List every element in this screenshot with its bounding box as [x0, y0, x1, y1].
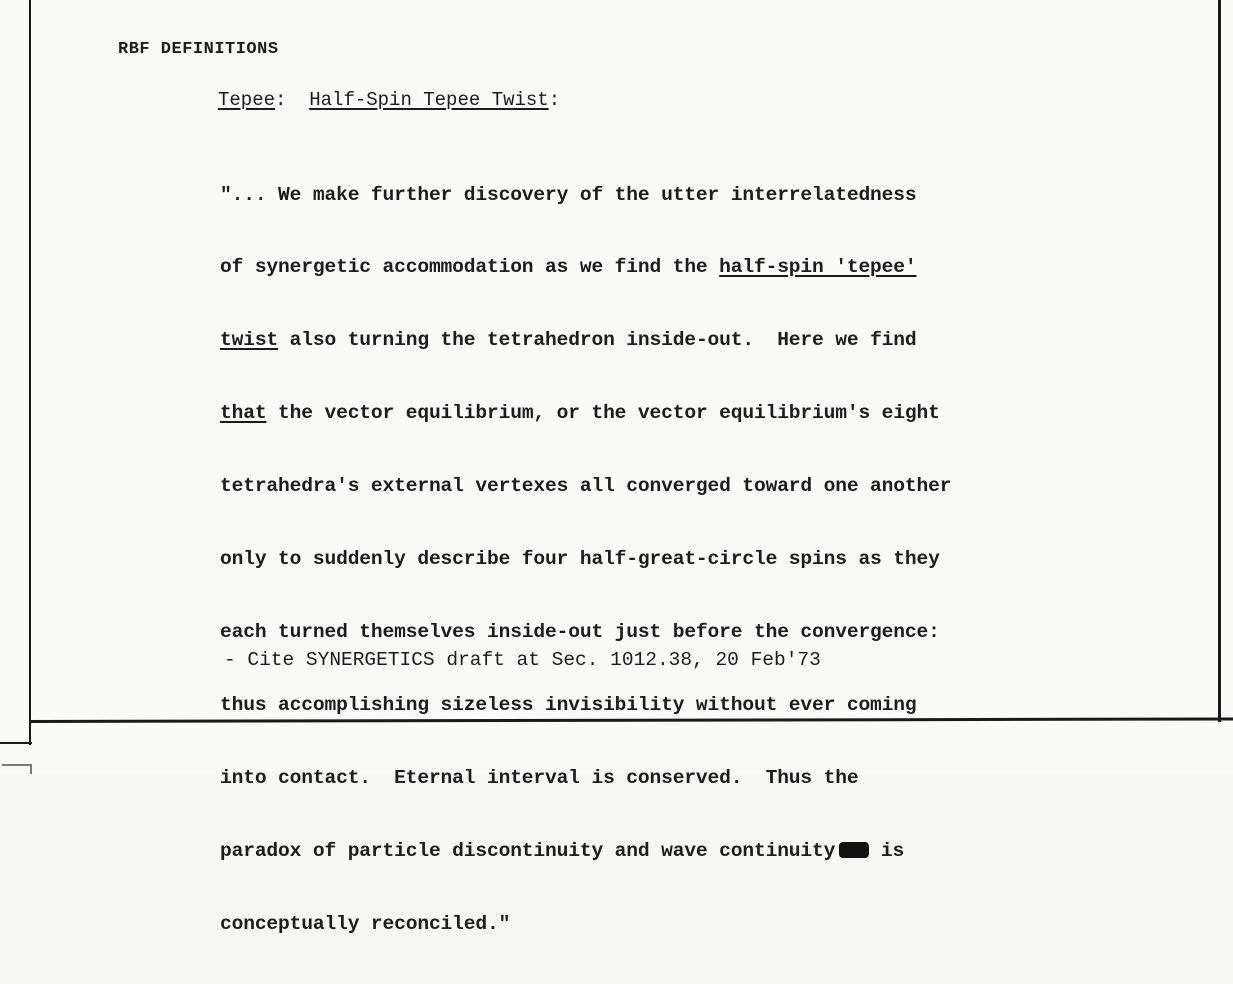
entry-subject-suffix: : [548, 89, 561, 111]
redaction-mark [839, 842, 869, 858]
quote-line: thus accomplishing sizeless invisibility without ever coming [220, 693, 917, 716]
entry-subject: Half-Spin Tepee Twist [309, 89, 549, 111]
quote-text: of synergetic accommodation as we find the [220, 256, 720, 279]
quote-line: "... We make further discovery of the utter interrelatedness [220, 183, 917, 206]
quote-text: paradox of particle discontinuity and wave continuity [220, 839, 836, 862]
quote-line: conceptually reconciled." [220, 912, 511, 935]
quote-text: the vector equilibrium, or the vector equilibrium's eight [266, 402, 940, 425]
page-header: RBF DEFINITIONS [118, 40, 279, 59]
quote-line: into contact. Eternal interval is conserved. Thus the [220, 766, 859, 789]
quote-text: also turning the tetrahedron inside-out. Here we find [278, 329, 917, 352]
entry-title [218, 89, 560, 111]
quote-line [220, 255, 1120, 279]
card-edge-line [0, 742, 32, 744]
entry-separator: : [275, 89, 287, 111]
definition-quote [220, 134, 1120, 984]
quote-underlined-term: twist [220, 329, 279, 352]
quote-line: only to suddenly describe four half-great-circle spins as they [220, 548, 940, 571]
quote-line: tetrahedra's external vertexes all converged toward one another [220, 475, 952, 498]
citation: - Cite SYNERGETICS draft at Sec. 1012.38, 20 Feb'73 [224, 649, 821, 671]
quote-line [220, 328, 1120, 352]
quote-line: each turned themselves inside-out just before the convergence: [220, 620, 940, 643]
corner-mark [2, 764, 32, 774]
entry-term: Tepee [218, 89, 276, 111]
quote-underlined-term: half-spin 'tepee' [719, 256, 917, 279]
card-border-right [1218, 0, 1221, 722]
quote-line [220, 401, 1120, 425]
quote-line [220, 839, 1120, 863]
quote-text: is [869, 839, 905, 862]
card-border-left [29, 0, 31, 745]
quote-underlined-term: that [220, 402, 267, 425]
